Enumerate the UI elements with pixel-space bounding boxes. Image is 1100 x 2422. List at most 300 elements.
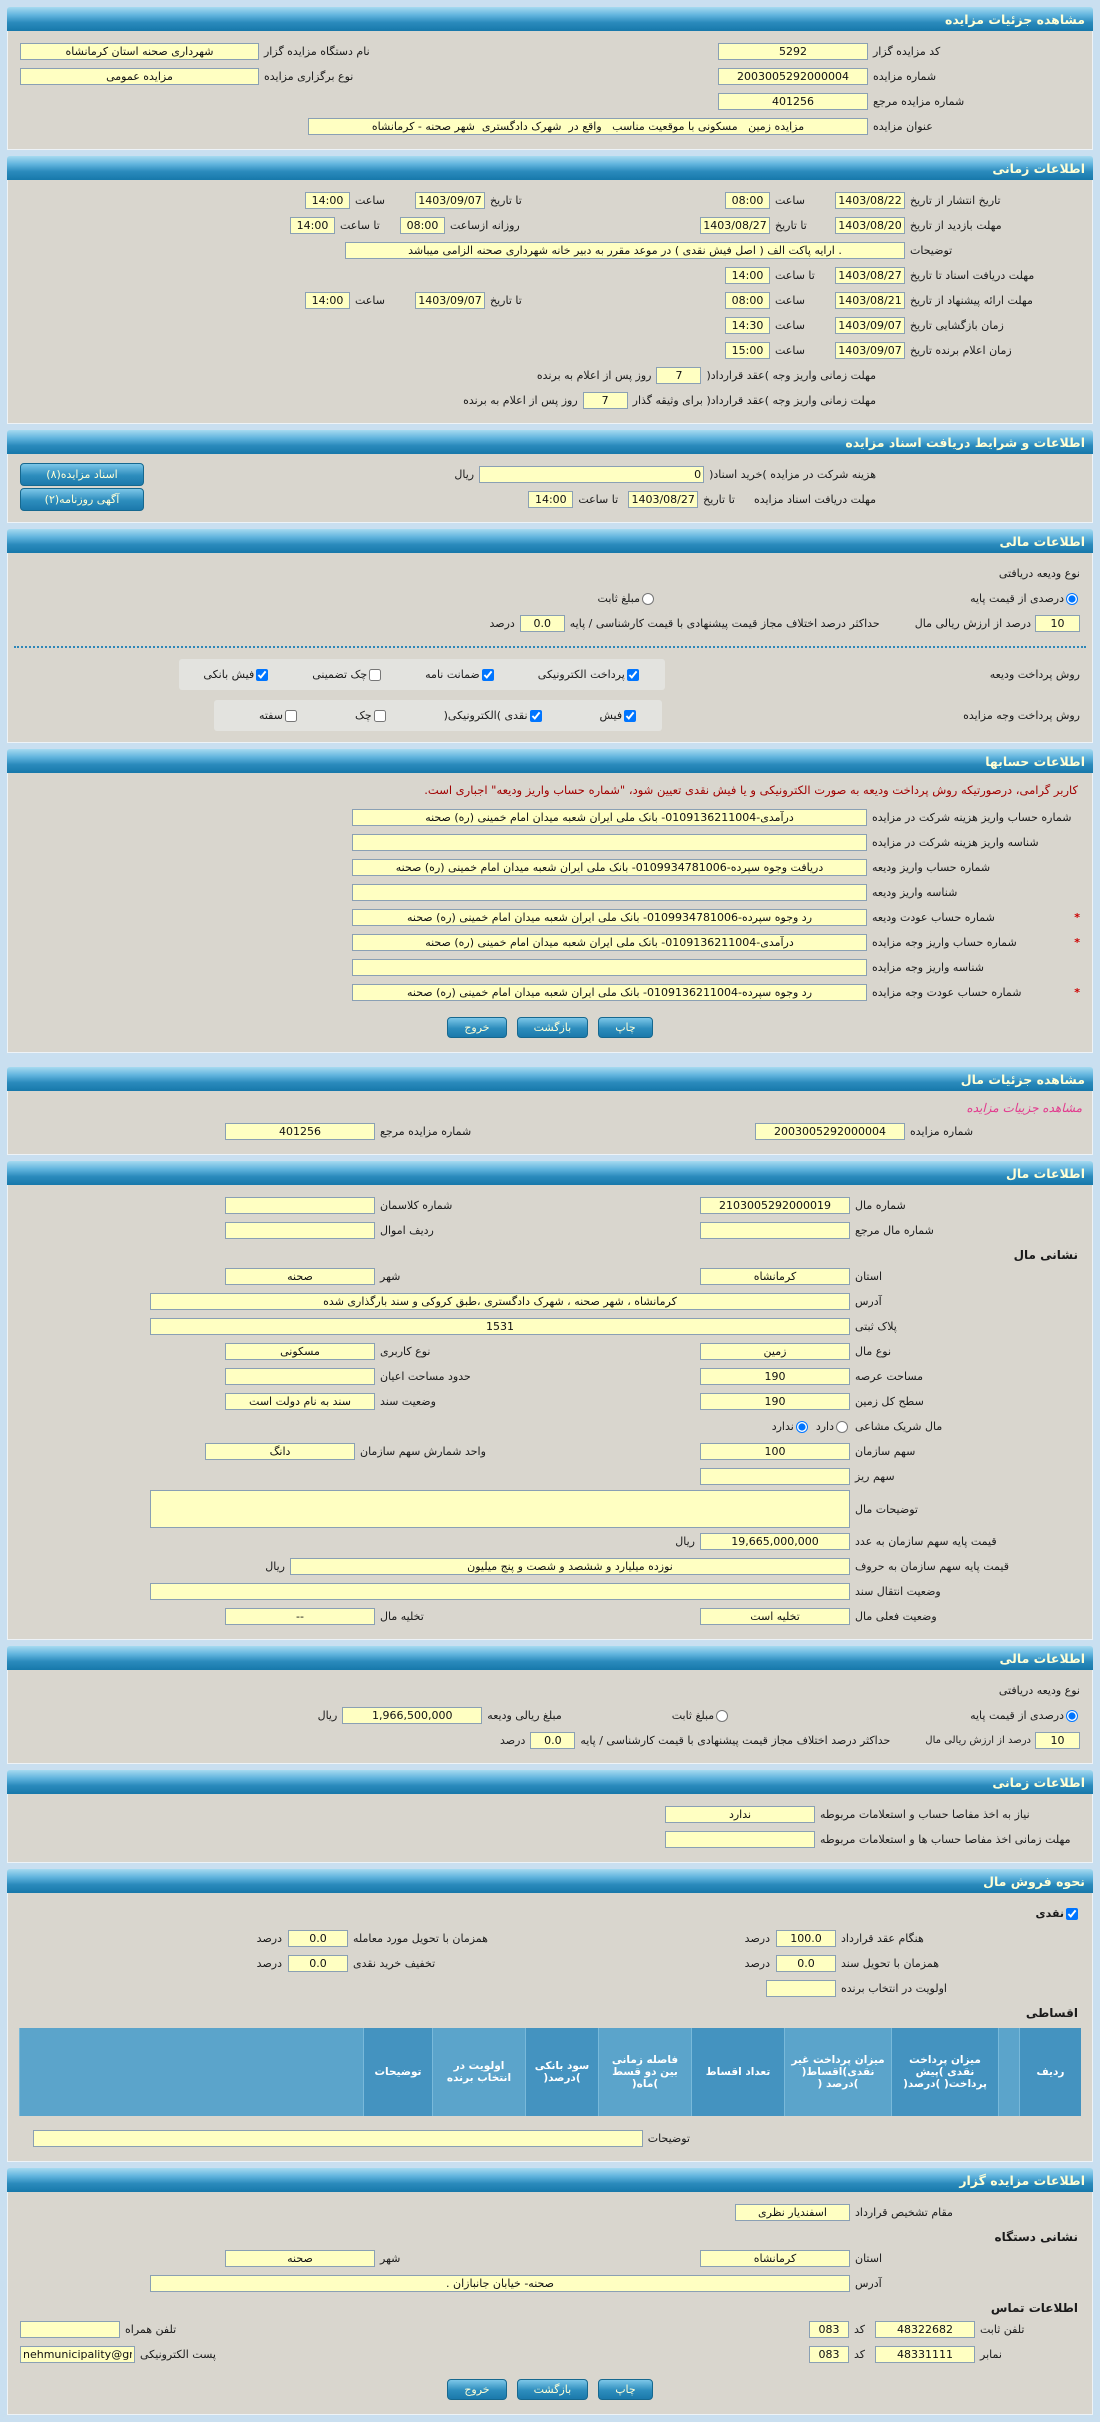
to-hour-label: تا ساعت <box>578 493 619 506</box>
fax-row <box>12 2342 1088 2367</box>
clearance-deadline-label: مهلت زمانی اخذ مفاصا حساب ها و استعلامات مربوطه <box>820 1833 1071 1846</box>
timing-notes-field[interactable] <box>345 242 905 259</box>
auction-title-label: عنوان مزایده <box>873 120 933 133</box>
publish-date-label: تاریخ انتشار از تاریخ <box>910 194 1001 207</box>
deposit-amount-label: مبلغ ریالی ودیعه <box>487 1709 562 1722</box>
deposit-method-panel <box>179 659 664 690</box>
deed-transfer-field[interactable] <box>150 1583 850 1600</box>
payment-deadline-days-field[interactable] <box>656 367 701 384</box>
doc-receive-deadline-time-field[interactable] <box>528 491 573 508</box>
organization-name-label: نام دستگاه مزایده گزار <box>264 45 370 58</box>
fax-field[interactable] <box>875 2346 975 2363</box>
building-area-field[interactable] <box>225 1368 375 1385</box>
current-status-field[interactable] <box>700 1608 850 1625</box>
deed-payment-label: همزمان با تحویل سند <box>841 1957 940 1970</box>
opening-time-label: زمان بازگشایی تاریخ <box>910 319 1004 332</box>
visit-from-time-field[interactable] <box>400 217 445 234</box>
sub-share-label: سهم ریز <box>855 1470 895 1483</box>
guarantor-payment-deadline-suffix: روز پس از اعلام به برنده <box>463 394 578 407</box>
item-info-title: اطلاعات مال <box>1006 1165 1085 1181</box>
cash-sale-row <box>12 1901 1088 1926</box>
financial-section-bar <box>7 529 1093 553</box>
publish-to-time-field[interactable] <box>305 192 350 209</box>
contract-payment-field[interactable] <box>776 1930 836 1947</box>
installment-subheader: اقساطی <box>1025 2006 1078 2020</box>
publish-from-date-field[interactable] <box>835 192 905 209</box>
required-marker: * <box>1074 911 1080 924</box>
max-diff-label: حداکثر درصد اختلاف مجاز قیمت پیشنهادی با قیمت کارشناسی / پایه <box>569 617 880 630</box>
fax-code-field[interactable] <box>809 2346 849 2363</box>
opening-time-field[interactable] <box>725 317 770 334</box>
asset-row-field[interactable] <box>225 1222 375 1239</box>
area-code-label: کد <box>853 2348 865 2361</box>
organizer-location-row <box>12 2246 1088 2271</box>
print-button[interactable]: چاپ <box>598 1017 653 1038</box>
account-row <box>12 830 1088 855</box>
organizer-title: اطلاعات مزایده گزار <box>959 2172 1085 2188</box>
auction-details-header-bar <box>7 7 1093 31</box>
item-deposit-percent-radio[interactable] <box>1066 1710 1078 1722</box>
account-row <box>12 930 1088 955</box>
check-checkbox[interactable] <box>374 710 386 722</box>
timing-section-bar <box>7 156 1093 180</box>
daily-from-hour-label: روزانه ازساعت <box>450 219 520 232</box>
share-unit-field[interactable] <box>205 1443 355 1460</box>
installment-header-row <box>20 2028 1082 2116</box>
item-deposit-options-row <box>12 1703 1088 1728</box>
auction-summary-section <box>7 31 1093 150</box>
deed-status-field[interactable] <box>225 1393 375 1410</box>
check-label: چک <box>354 709 372 722</box>
item-deposit-percent-suffix: درصد از ارزش ریالی مال <box>925 1735 1031 1746</box>
documents-section-bar <box>7 430 1093 454</box>
offer-from-time-field[interactable] <box>725 292 770 309</box>
mobile-field[interactable] <box>20 2321 120 2338</box>
account-row <box>12 905 1088 930</box>
usage-type-label: نوع کاربری <box>380 1345 431 1358</box>
exit-button[interactable]: خروج <box>447 1017 506 1038</box>
item-auction-number-field[interactable] <box>755 1123 905 1140</box>
doc-receive-deadline-date-field[interactable] <box>628 491 698 508</box>
percent-label: درصد <box>744 1932 770 1945</box>
sale-method-title: نحوه فروش مال <box>983 1873 1085 1889</box>
shared-ownership-no-radio[interactable] <box>796 1421 808 1433</box>
item-notes-label: توضیحات مال <box>855 1502 918 1516</box>
newspaper-ads-button[interactable]: آگهی روزنامه(۲) <box>20 488 144 511</box>
installment-table <box>19 2028 1081 2116</box>
guarantor-payment-deadline-label: مهلت زمانی واریز وجه )عقد قرارداد( برای وثیقه گذار <box>632 394 876 407</box>
participation-fee-row <box>12 462 1088 487</box>
clearance-deadline-field[interactable] <box>665 1831 815 1848</box>
sub-share-field[interactable] <box>700 1468 850 1485</box>
max-diff-field[interactable] <box>520 615 565 632</box>
item-details-header-bar <box>7 1067 1093 1091</box>
fee-account-label: شماره حساب واریز هزینه شرکت در مزایده <box>872 811 1072 824</box>
bank-slip-label: فیش بانکی <box>203 668 255 681</box>
base-price-words-row <box>12 1554 1088 1579</box>
item-deposit-fixed-label: مبلغ ثابت <box>671 1709 715 1722</box>
accounts-section-bar <box>7 749 1093 773</box>
item-ref-field[interactable] <box>700 1222 850 1239</box>
visit-dates-row <box>12 213 1088 238</box>
deposit-type-fixed-radio[interactable] <box>642 593 654 605</box>
percent-label: درصد <box>744 1957 770 1970</box>
financial-section-title: اطلاعات مالی <box>999 533 1085 549</box>
item-deposit-percent-label: درصدی از قیمت پایه <box>970 1709 1064 1722</box>
accounts-notice: کاربر گرامی، درصورتیکه روش پرداخت ودیعه به صورت الکترونیکی و یا فیش نقدی تعیین شود، "شماره حساب واریز ودیعه" اجباری است. <box>424 783 1078 797</box>
current-status-row <box>12 1604 1088 1629</box>
item-type-row <box>12 1339 1088 1364</box>
hour-label: ساعت <box>775 319 805 332</box>
summary-row <box>12 114 1088 139</box>
email-label: پست الکترونیکی <box>140 2348 216 2361</box>
visit-from-date-field[interactable] <box>835 217 905 234</box>
item-financial-section <box>7 1670 1093 1764</box>
doc-receive-deadline-row <box>12 487 1088 512</box>
deposit-method-row <box>12 658 1088 691</box>
clearance-field[interactable] <box>665 1806 815 1823</box>
cash-electronic-checkbox[interactable] <box>530 710 542 722</box>
landline-label: تلفن ثابت <box>980 2323 1025 2336</box>
organizer-province-field[interactable] <box>700 2250 850 2267</box>
col-bank-interest: سود بانکی )درصد( <box>526 2028 599 2116</box>
slip-label: فیش <box>599 709 623 722</box>
cash-electronic-label: نقدی )الکترونیکی( <box>443 709 528 722</box>
item-ref-label: شماره مال مرجع <box>855 1224 934 1237</box>
item-auction-ref-field[interactable] <box>225 1123 375 1140</box>
base-price-words-field[interactable] <box>290 1558 850 1575</box>
hour-label: ساعت <box>775 294 805 307</box>
deposit-return-account-label: شماره حساب عودت ودیعه <box>872 911 995 924</box>
auction-payment-method-row <box>12 699 1088 732</box>
organizer-city-field[interactable] <box>225 2250 375 2267</box>
account-row <box>12 880 1088 905</box>
deposit-amount-field[interactable] <box>342 1707 482 1724</box>
offer-to-time-field[interactable] <box>305 292 350 309</box>
bank-slip-checkbox[interactable] <box>256 669 268 681</box>
payment-account-field[interactable] <box>352 934 867 951</box>
visit-to-date-field[interactable] <box>700 217 770 234</box>
doc-deadline-label: مهلت دریافت اسناد تا تاریخ <box>910 269 1035 282</box>
electronic-payment-checkbox[interactable] <box>627 669 639 681</box>
col-row-number: ردیف <box>1020 2028 1082 2116</box>
organizer-section-bar <box>7 2168 1093 2192</box>
landline-field[interactable] <box>875 2321 975 2338</box>
deposit-account-field[interactable] <box>352 859 867 876</box>
auction-ref-field[interactable] <box>718 93 868 110</box>
payment-return-account-field[interactable] <box>352 984 867 1001</box>
organizer-city-label: شهر <box>380 2252 401 2265</box>
bottom-actions-row <box>12 2367 1088 2404</box>
rial-label: ریال <box>675 1535 695 1548</box>
publish-from-time-field[interactable] <box>725 192 770 209</box>
deposit-percent-row <box>12 611 1088 636</box>
winner-priority-field[interactable] <box>766 1980 836 1997</box>
registration-plate-field[interactable] <box>150 1318 850 1335</box>
auction-number-label: شماره مزایده <box>873 70 937 83</box>
doc-deadline-time-field[interactable] <box>725 267 770 284</box>
item-deposit-type-row <box>12 1678 1088 1703</box>
organizer-address-label: آدرس <box>855 2277 882 2290</box>
to-date-label: تا تاریخ <box>703 493 735 506</box>
org-share-row <box>12 1439 1088 1464</box>
winner-priority-row <box>12 1976 1088 2001</box>
percent-label: درصد <box>256 1957 282 1970</box>
item-financial-section-bar <box>7 1646 1093 1670</box>
timing-section <box>7 180 1093 424</box>
authority-label: مقام تشخیص قرارداد <box>855 2206 953 2219</box>
item-notes-row <box>12 1489 1088 1529</box>
item-ref-row <box>12 1218 1088 1243</box>
deposit-type-fixed-label: مبلغ ثابت <box>597 592 640 605</box>
item-province-label: استان <box>855 1270 883 1283</box>
deed-payment-row <box>12 1951 1088 1976</box>
hour-label: ساعت <box>355 194 385 207</box>
rial-label: ریال <box>317 1709 338 1722</box>
payment-deadline-suffix: روز پس از اعلام به برنده <box>536 369 652 382</box>
auction-type-label: نوع برگزاری مزایده <box>264 70 354 83</box>
timing-notes-row <box>12 238 1088 263</box>
shared-ownership-label: مال شریک مشاعی <box>855 1420 943 1433</box>
col-cash-payment: میزان پرداخت نقدی )پیش پرداخت( )درصد( <box>892 2028 999 2116</box>
deposit-type-percent-label: درصدی از قیمت پایه <box>970 592 1064 605</box>
to-hour-label: تا ساعت <box>775 269 815 282</box>
summary-row <box>12 89 1088 114</box>
table-spacer <box>999 2028 1020 2116</box>
item-address-field[interactable] <box>150 1293 850 1310</box>
asset-row-label: ردیف اموال <box>380 1224 434 1237</box>
back-button[interactable]: بازگشت <box>517 2379 589 2400</box>
hour-label: ساعت <box>775 344 805 357</box>
fee-account-field[interactable] <box>352 809 867 826</box>
deposit-percent-suffix: درصد از ارزش ریالی مال <box>914 617 1031 630</box>
back-button[interactable]: بازگشت <box>517 1017 589 1038</box>
item-max-diff-field[interactable] <box>530 1732 575 1749</box>
item-land-total-row <box>12 1389 1088 1414</box>
organizer-province-label: استان <box>855 2252 883 2265</box>
org-share-field[interactable] <box>700 1443 850 1460</box>
contract-payment-label: هنگام عقد قرارداد <box>841 1932 924 1945</box>
organizer-address-subheader: نشانی دستگاه <box>994 2230 1078 2244</box>
base-price-words-label: قیمت پایه سهم سازمان به حروف <box>855 1560 1009 1573</box>
item-auction-ref-label: شماره مزایده مرجع <box>380 1125 472 1138</box>
print-button[interactable]: چاپ <box>598 2379 653 2400</box>
contract-payment-row <box>12 1926 1088 1951</box>
item-number-label: شماره مال <box>855 1199 906 1212</box>
item-summary-section <box>7 1091 1093 1155</box>
auction-title-field[interactable] <box>308 118 868 135</box>
winner-time-field[interactable] <box>725 342 770 359</box>
actions-row <box>12 1005 1088 1042</box>
share-unit-label: واحد شمارش سهم سازمان <box>360 1445 486 1458</box>
to-date-label: تا تاریخ <box>490 294 522 307</box>
shared-ownership-yes-label: دارد <box>815 1420 834 1433</box>
participation-fee-field[interactable] <box>479 466 704 483</box>
col-installment-interval: فاصله زمانی بین دو قسط )ماه( <box>599 2028 692 2116</box>
auction-payment-method-label: روش پرداخت وجه مزایده <box>963 709 1080 722</box>
land-area-label: مساحت عرصه <box>855 1370 924 1383</box>
email-field[interactable] <box>20 2346 135 2363</box>
col-noncash-payment: میزان پرداخت غیر نقدی)اقساط( )درصد ( <box>785 2028 892 2116</box>
item-deposit-type-label: نوع ودیعه دریافتی <box>998 1684 1080 1697</box>
documents-section <box>7 454 1093 523</box>
item-area-row <box>12 1364 1088 1389</box>
cash-discount-field[interactable] <box>288 1955 348 1972</box>
item-number-row <box>12 1193 1088 1218</box>
sale-notes-field[interactable] <box>33 2130 643 2147</box>
fax-label: نمابر <box>980 2348 1002 2361</box>
exit-button[interactable]: خروج <box>447 2379 506 2400</box>
shared-ownership-no-label: ندارد <box>771 1420 794 1433</box>
doc-deadline-date-field[interactable] <box>835 267 905 284</box>
item-deposit-percent-field[interactable] <box>1035 1732 1080 1749</box>
deposit-type-percent-radio[interactable] <box>1066 593 1078 605</box>
auctioneer-code-label: کد مزایده گزار <box>873 45 941 58</box>
base-price-label: قیمت پایه سهم سازمان به عدد <box>855 1535 997 1548</box>
deposit-id-field[interactable] <box>352 884 867 901</box>
organization-name-field[interactable] <box>20 43 259 60</box>
certified-check-label: چک تضمینی <box>312 668 368 681</box>
base-price-field[interactable] <box>700 1533 850 1550</box>
clearance-row <box>12 1802 1088 1827</box>
cash-sale-checkbox[interactable] <box>1066 1908 1078 1920</box>
item-province-field[interactable] <box>700 1268 850 1285</box>
percent-label: درصد <box>489 617 515 630</box>
item-plate-row <box>12 1314 1088 1339</box>
percent-label: درصد <box>500 1734 526 1747</box>
page-title: مشاهده جزئیات مزایده <box>944 11 1085 27</box>
deposit-id-label: شناسه واریز ودیعه <box>872 886 958 899</box>
sale-notes-row <box>12 2126 1088 2151</box>
col-winner-priority: اولویت در انتخاب برنده <box>433 2028 526 2116</box>
landline-code-field[interactable] <box>809 2321 849 2338</box>
col-installment-count: تعداد اقساط <box>692 2028 785 2116</box>
view-auction-details-link[interactable]: مشاهده جزییات مزایده <box>966 1101 1082 1115</box>
item-deposit-fixed-radio[interactable] <box>716 1710 728 1722</box>
item-number-field[interactable] <box>700 1197 850 1214</box>
offer-date-label: مهلت ارائه پیشنهاد از تاریخ <box>910 294 1033 307</box>
guarantor-payment-deadline-days-field[interactable] <box>583 392 628 409</box>
deed-payment-field[interactable] <box>776 1955 836 1972</box>
item-financial-title: اطلاعات مالی <box>999 1650 1085 1666</box>
certified-check-checkbox[interactable] <box>369 669 381 681</box>
area-code-label: کد <box>853 2323 865 2336</box>
item-auction-numbers-row <box>12 1119 1088 1144</box>
slip-checkbox[interactable] <box>624 710 636 722</box>
organizer-address-field[interactable] <box>150 2275 850 2292</box>
deposit-percent-field[interactable] <box>1035 615 1080 632</box>
clearance-deadline-row <box>12 1827 1088 1852</box>
item-city-label: شهر <box>380 1270 401 1283</box>
deposit-type-row <box>12 561 1088 586</box>
opening-date-field[interactable] <box>835 317 905 334</box>
rial-label: ریال <box>265 1560 285 1573</box>
cash-sale-label: نقدی <box>1035 1907 1064 1920</box>
publish-to-date-field[interactable] <box>415 192 485 209</box>
offer-from-date-field[interactable] <box>835 292 905 309</box>
auctioneer-code-field[interactable] <box>718 43 868 60</box>
percent-label: درصد <box>256 1932 282 1945</box>
summary-row <box>12 64 1088 89</box>
guarantee-letter-checkbox[interactable] <box>482 669 494 681</box>
item-location-row <box>12 1264 1088 1289</box>
winner-date-field[interactable] <box>835 342 905 359</box>
land-area-field[interactable] <box>700 1368 850 1385</box>
payment-deadline-label: مهلت زمانی واریز وجه )عقد قرارداد( <box>706 369 876 382</box>
delivery-payment-field[interactable] <box>288 1930 348 1947</box>
auction-ref-label: شماره مزایده مرجع <box>873 95 965 108</box>
auction-documents-button[interactable]: اسناد مزایده(۸) <box>20 463 144 486</box>
mobile-label: تلفن همراه <box>125 2323 177 2336</box>
deed-transfer-label: وضعیت انتقال سند <box>855 1585 941 1598</box>
sale-method-section-bar <box>7 1869 1093 1893</box>
auction-number-field[interactable] <box>718 68 868 85</box>
account-row <box>12 855 1088 880</box>
shared-ownership-yes-radio[interactable] <box>836 1421 848 1433</box>
participation-fee-label: هزینه شرکت در مزایده )خرید اسناد( <box>709 468 876 481</box>
hour-label: ساعت <box>355 294 385 307</box>
divider <box>14 646 1086 648</box>
classification-label: شماره کلاسمان <box>380 1199 453 1212</box>
required-marker: * <box>1074 936 1080 949</box>
accounts-section-title: اطلاعات حسابها <box>985 753 1085 769</box>
col-notes: توضیحات <box>364 2028 433 2116</box>
item-type-field[interactable] <box>700 1343 850 1360</box>
deposit-return-account-field[interactable] <box>352 909 867 926</box>
deed-transfer-row <box>12 1579 1088 1604</box>
building-area-label: حدود مساحت اعیان <box>380 1370 471 1383</box>
item-address-row <box>12 1289 1088 1314</box>
classification-field[interactable] <box>225 1197 375 1214</box>
contact-subheader: اطلاعات تماس <box>990 2301 1078 2315</box>
item-info-section <box>7 1185 1093 1640</box>
promissory-note-checkbox[interactable] <box>285 710 297 722</box>
evacuation-field[interactable] <box>225 1608 375 1625</box>
to-date-label: تا تاریخ <box>490 194 522 207</box>
winner-announce-row <box>12 338 1088 363</box>
opening-time-row <box>12 313 1088 338</box>
to-date-label: تا تاریخ <box>775 219 807 232</box>
auction-type-field[interactable] <box>20 68 259 85</box>
rial-label: ریال <box>454 468 475 481</box>
visit-to-time-field[interactable] <box>290 217 335 234</box>
usage-type-field[interactable] <box>225 1343 375 1360</box>
summary-row <box>12 39 1088 64</box>
hour-label: ساعت <box>775 194 805 207</box>
fee-deposit-id-field[interactable] <box>352 834 867 851</box>
accounts-section <box>7 773 1093 1053</box>
fee-deposit-id-label: شناسه واریز هزینه شرکت در مزایده <box>872 836 1039 849</box>
total-land-field[interactable] <box>700 1393 850 1410</box>
payment-id-field[interactable] <box>352 959 867 976</box>
financial-section <box>7 553 1093 743</box>
payment-deadline-row <box>12 363 1088 388</box>
evacuation-label: تخلیه مال <box>380 1610 424 1623</box>
offer-to-date-field[interactable] <box>415 292 485 309</box>
item-timing-title: اطلاعات زمانی <box>992 1774 1085 1790</box>
offer-dates-row <box>12 288 1088 313</box>
delivery-payment-label: همزمان با تحویل مورد معامله <box>353 1932 488 1945</box>
to-hour-label: تا ساعت <box>340 219 380 232</box>
authority-field[interactable] <box>735 2204 850 2221</box>
item-deposit-percent-row <box>12 1728 1088 1753</box>
item-notes-field[interactable] <box>150 1490 850 1528</box>
clearance-label: نیاز به اخذ مفاصا حساب و استعلامات مربوطه <box>820 1808 1030 1821</box>
item-city-field[interactable] <box>225 1268 375 1285</box>
sale-notes-label: توضیحات <box>647 2132 690 2145</box>
item-details-title: مشاهده جزئیات مال <box>960 1071 1085 1087</box>
authority-row <box>12 2200 1088 2225</box>
